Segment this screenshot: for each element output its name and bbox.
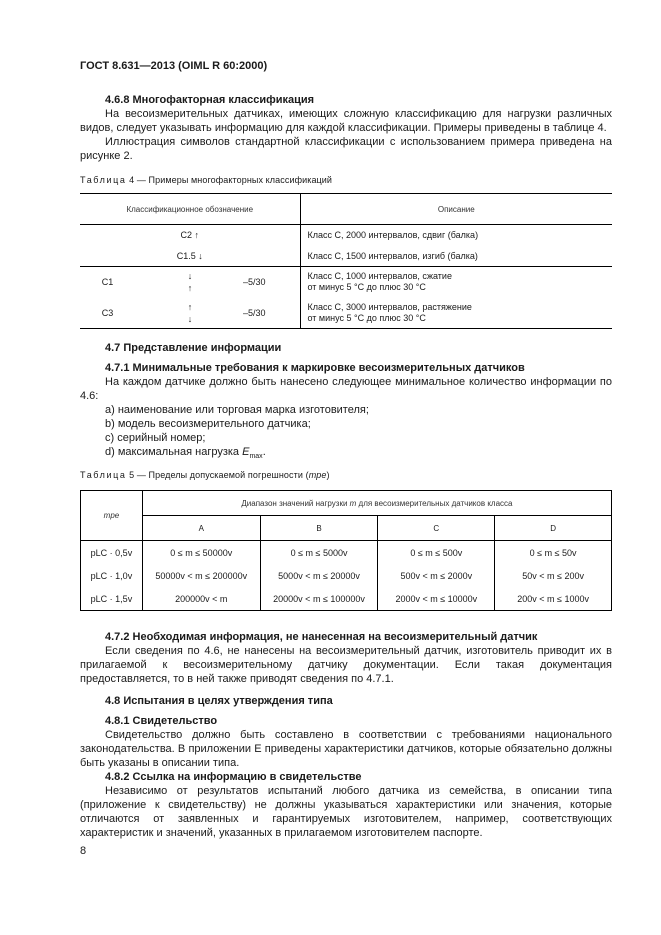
table-row bbox=[80, 267, 612, 298]
class-header: A bbox=[142, 516, 260, 541]
class-code: C3 bbox=[101, 307, 114, 318]
arrow-down-icon: ↓ bbox=[187, 271, 193, 282]
paragraph: На весоизмерительных датчиках, имеющих сложную классификацию для нагрузки различных видов, следует указывать информацию для каждой классификации. Примеры приведены в таблице 4. bbox=[80, 108, 612, 134]
paragraph: На каждом датчике должно быть нанесено следующее минимальное количество информации по 4.6: bbox=[80, 376, 612, 402]
table-row bbox=[81, 541, 612, 565]
arrow-up-icon: ↑ bbox=[194, 230, 200, 241]
arrow-up-icon: ↑ bbox=[187, 301, 193, 312]
temperature-range: –5/30 bbox=[243, 307, 266, 318]
description-cell: Класс С, 2000 интервалов, сдвиг (балка) bbox=[307, 230, 479, 241]
description-line: Класс С, 1000 интервалов, сжатие bbox=[307, 271, 452, 282]
table-corner-cell: mpe bbox=[81, 491, 143, 541]
document-header: ГОСТ 8.631—2013 (OIML R 60:2000) bbox=[80, 60, 268, 72]
class-header: D bbox=[495, 516, 612, 541]
page-number: 8 bbox=[80, 845, 87, 857]
class-header: B bbox=[260, 516, 378, 541]
paragraph: Независимо от результатов испытаний любого датчика из семейства, в описании типа (приложение к свидетельству) не должны указываться характеристики или значения, которые отличаются от заявленных и гарантируемых изготовителем, например, соответствующих характеристик и значений, указанных в прилагаемом изготовителем паспорте. bbox=[80, 785, 612, 839]
table-cell: 2000v < m ≤ 10000v bbox=[378, 587, 495, 611]
table-cell: 50v < m ≤ 200v bbox=[495, 564, 612, 587]
list-item: c) серийный номер; bbox=[105, 432, 206, 444]
class-header: C bbox=[378, 516, 495, 541]
row-label: pLC · 1,5v bbox=[81, 587, 143, 611]
section-title: 4.6.8 Многофакторная классификация bbox=[105, 94, 315, 106]
table-row bbox=[81, 587, 612, 611]
caption-text: 4 — Примеры многофакторных классификаций bbox=[129, 175, 333, 185]
description-line: от минус 5 °С до плюс 30 °С bbox=[307, 312, 426, 323]
table-row bbox=[80, 225, 612, 246]
paragraph: Иллюстрация символов стандартной классификации с использованием примера приведена на рисунке 2. bbox=[80, 136, 612, 162]
table-4-caption bbox=[80, 175, 332, 185]
caption-word: Таблица bbox=[80, 175, 127, 185]
table-cell: 0 ≤ m ≤ 50000v bbox=[142, 541, 260, 565]
table-4 bbox=[80, 193, 612, 329]
paragraph: Если сведения по 4.6, не нанесены на весоизмерительный датчик, изготовитель приводит их в прилагаемой к весоизмерительному датчику документации. Если такая документация предоставляется, то в ней также приводят сведения по 4.7.1. bbox=[80, 645, 612, 685]
class-code: C1.5 bbox=[176, 250, 196, 261]
section-4-7-2 bbox=[80, 630, 612, 686]
section-4-6-8 bbox=[80, 93, 612, 163]
table-cell: 200v < m ≤ 1000v bbox=[495, 587, 612, 611]
arrow-down-icon: ↓ bbox=[198, 250, 203, 261]
table-5 bbox=[80, 490, 612, 611]
list-item: a) наименование или торговая марка изготовителя; bbox=[105, 404, 369, 416]
table-span-header: Диапазон значений нагрузки m для весоизмерительных датчиков класса bbox=[142, 491, 611, 516]
table-row bbox=[81, 564, 612, 587]
section-4-7 bbox=[80, 341, 612, 464]
table-cell: 500v < m ≤ 2000v bbox=[378, 564, 495, 587]
caption-word: Таблица bbox=[80, 470, 127, 480]
arrow-up-icon: ↑ bbox=[187, 283, 193, 294]
table-cell: 0 ≤ m ≤ 5000v bbox=[260, 541, 378, 565]
subsection-title: 4.7.1 Минимальные требования к маркировке весоизмерительных датчиков bbox=[105, 362, 525, 374]
row-label: pLC · 1,0v bbox=[81, 564, 143, 587]
subsection-title: 4.8.2 Ссылка на информацию в свидетельстве bbox=[105, 771, 362, 783]
table-cell: 200000v < m bbox=[142, 587, 260, 611]
table-cell: 20000v < m ≤ 100000v bbox=[260, 587, 378, 611]
row-label: pLC · 0,5v bbox=[81, 541, 143, 565]
table-cell: 0 ≤ m ≤ 500v bbox=[378, 541, 495, 565]
table-cell: 50000v < m ≤ 200000v bbox=[142, 564, 260, 587]
list-item: b) модель весоизмерительного датчика; bbox=[105, 418, 311, 430]
table-header-cell: Классификационное обозначение bbox=[80, 194, 300, 225]
section-title: 4.8 Испытания в целях утверждения типа bbox=[105, 695, 333, 707]
table-cell: 0 ≤ m ≤ 50v bbox=[495, 541, 612, 565]
class-code: C1 bbox=[101, 277, 114, 288]
table-row bbox=[80, 298, 612, 329]
paragraph: Свидетельство должно быть составлено в соответствии с требованиями национального законодательства. В приложении Е приведены характеристики датчиков, которые обязательно должны быть указаны в описании типа. bbox=[80, 729, 612, 769]
class-code: C2 bbox=[180, 230, 192, 241]
table-5-caption: Таблица 5 — Пределы допускаемой погрешности (mpe) bbox=[80, 470, 330, 480]
temperature-range: –5/30 bbox=[243, 277, 266, 288]
description-line: от минус 5 °С до плюс 30 °С bbox=[307, 282, 426, 293]
caption-text: 5 — Пределы допускаемой погрешности ( bbox=[129, 470, 309, 480]
description-line: Класс С, 3000 интервалов, растяжение bbox=[307, 301, 472, 312]
description-cell: Класс С, 1500 интервалов, изгиб (балка) bbox=[307, 250, 478, 261]
arrow-down-icon: ↓ bbox=[187, 313, 193, 324]
table-row bbox=[80, 246, 612, 267]
subsection-title: 4.7.2 Необходимая информация, не нанесенная на весоизмерительный датчик bbox=[105, 631, 538, 643]
section-title: 4.7 Представление информации bbox=[105, 342, 282, 354]
subsection-title: 4.8.1 Свидетельство bbox=[105, 715, 218, 727]
list-item: d) максимальная нагрузка $E_{max}$. bbox=[105, 446, 266, 461]
section-4-8 bbox=[80, 694, 612, 840]
table-header-cell: Описание bbox=[300, 194, 612, 225]
table-cell: 5000v < m ≤ 20000v bbox=[260, 564, 378, 587]
